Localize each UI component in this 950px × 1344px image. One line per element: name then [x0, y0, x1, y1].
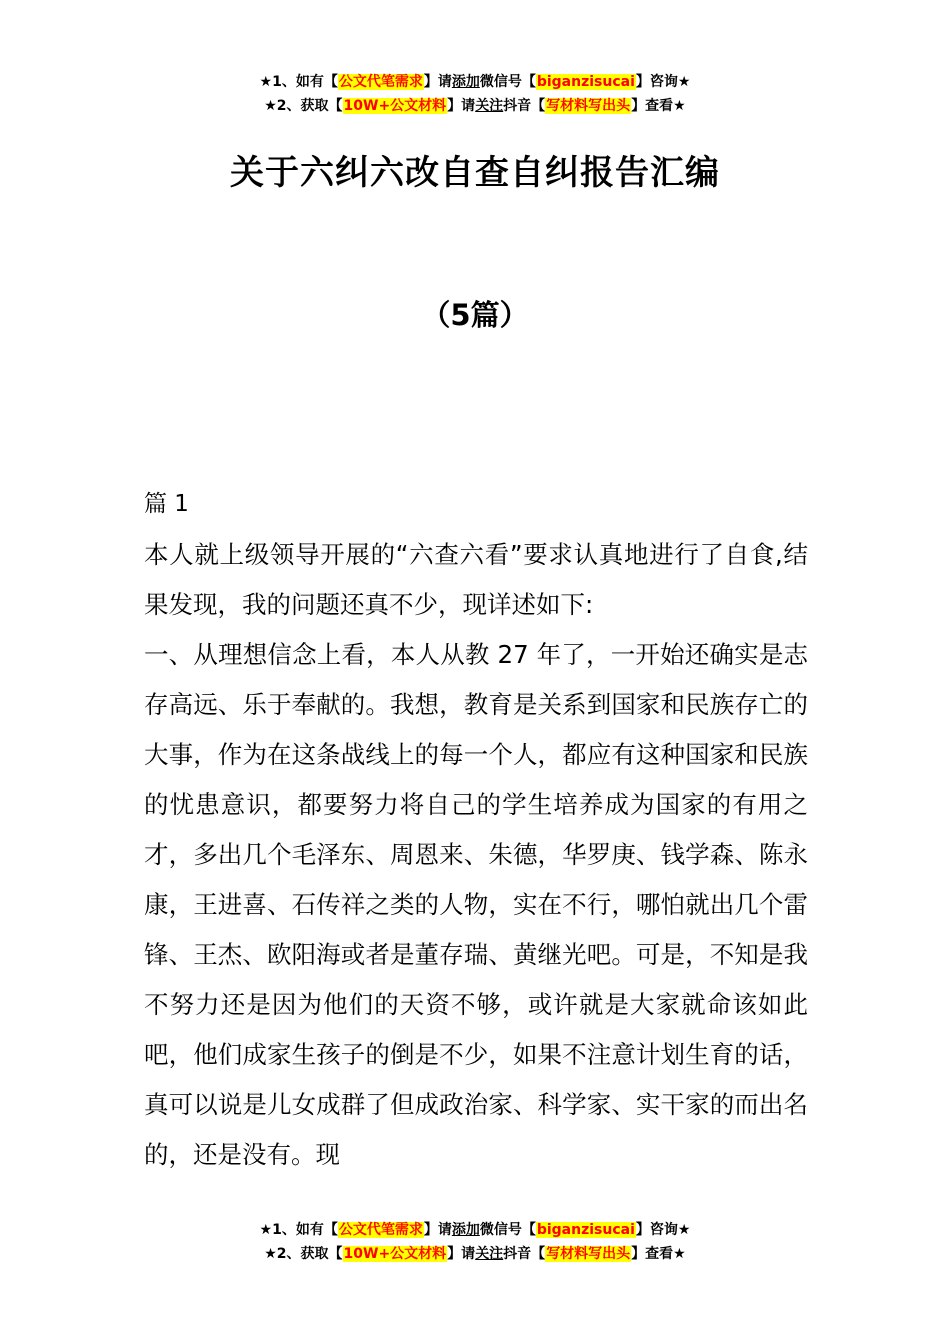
footer-banner — [0, 1218, 950, 1266]
banner-line-1: ★1、如有【公文代笔需求】请添加微信号【biganzisucai】咨询★ — [259, 74, 691, 90]
highlight-materials: 10W+公文材料 — [343, 1246, 447, 1262]
highlight-douyin-account: 写材料写出头 — [546, 1246, 631, 1262]
highlight-douyin-account: 写材料写出头 — [546, 98, 631, 114]
document-body — [144, 530, 808, 1180]
banner-line-2: ★2、获取【10W+公文材料】请关注抖音【写材料写出头】查看★ — [264, 1246, 686, 1262]
highlight-materials: 10W+公文材料 — [343, 98, 447, 114]
highlight-service: 公文代笔需求 — [338, 74, 423, 90]
highlight-service: 公文代笔需求 — [338, 1222, 423, 1238]
highlight-wechat-id: biganzisucai — [536, 74, 635, 90]
paragraph-1: 一、从理想信念上看，本人从教 27 年了，一开始还确实是志存高远、乐于奉献的。我想，教育是关系到国家和民族存亡的大事，作为在这条战线上的每一个人，都应有这种国家和民族的忧患意识，都要努力将自己的学生培养成为国家的有用之才，多出几个毛泽东、周恩来、朱德，华罗庚、钱学森、陈永康，王进喜、石传祥之类的人物，实在不行，哪怕就出几个雷锋、王杰、欧阳海或者是董存瑞、黄继光吧。可是，不知是我不努力还是因为他们的天资不够，或许就是大家就命该如此吧，他们成家生孩子的倒是不少，如果不注意计划生育的话，真可以说是儿女成群了但成政治家、科学家、实干家的而出名的，还是没有。现 — [144, 640, 808, 1169]
header-banner — [0, 70, 950, 118]
document-title: 关于六纠六改自查自纠报告汇编 — [230, 153, 720, 193]
document-subtitle: （5篇） — [421, 298, 529, 332]
banner-line-1: ★1、如有【公文代笔需求】请添加微信号【biganzisucai】咨询★ — [259, 1222, 691, 1238]
banner-line-2: ★2、获取【10W+公文材料】请关注抖音【写材料写出头】查看★ — [264, 98, 686, 114]
highlight-wechat-id: biganzisucai — [536, 1222, 635, 1238]
paragraph-intro: 本人就上级领导开展的“六查六看”要求认真地进行了自食,结果发现，我的问题还真不少，现详述如下: — [144, 540, 808, 619]
section-label: 篇 1 — [144, 491, 189, 517]
